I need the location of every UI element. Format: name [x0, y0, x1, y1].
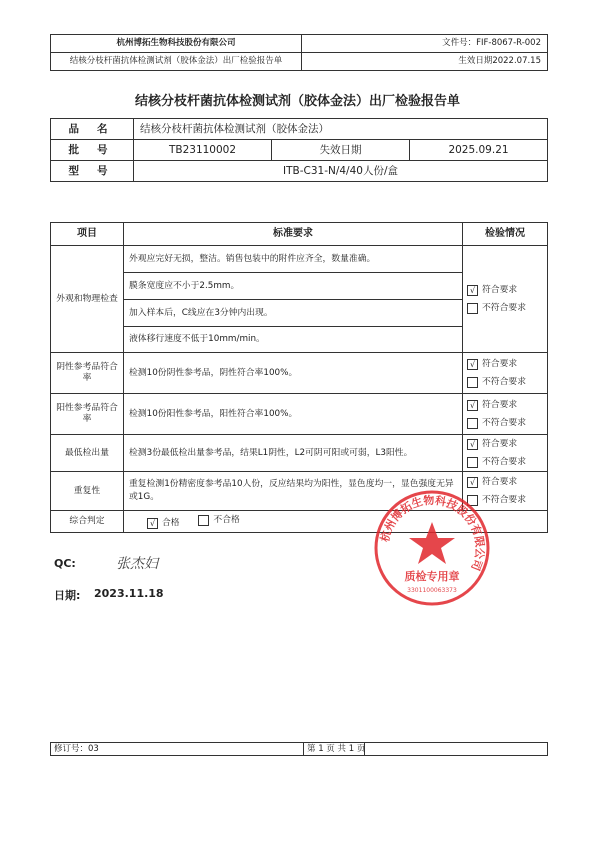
pass-label: 符合要求: [482, 358, 518, 369]
model-label: 型号: [51, 161, 134, 182]
batch-value: TB23110002: [134, 140, 272, 161]
verdict-pass-label: 合格: [162, 517, 180, 528]
fail-option[interactable]: [467, 373, 543, 391]
fail-option[interactable]: [467, 453, 543, 471]
item-detection-limit: 最低检出量: [51, 435, 124, 472]
result-cell: [463, 246, 548, 353]
fail-option[interactable]: [467, 299, 543, 317]
checkbox-checked[interactable]: √: [147, 518, 158, 529]
date-value: 2023.11.18: [94, 587, 164, 600]
document-header: [50, 34, 548, 71]
inspection-stamp: [372, 488, 492, 608]
document-number: 文件号：FIF-8067-R-002: [302, 35, 548, 53]
result-cell: [463, 435, 548, 472]
pass-label: 符合要求: [482, 476, 518, 487]
model-value: ITB-C31-N/4/40人份/盒: [134, 161, 548, 182]
checkbox-empty[interactable]: [467, 303, 478, 314]
fail-label: 不符合要求: [482, 456, 526, 467]
effective-date: 生效日期2022.07.15: [302, 53, 548, 71]
pass-option[interactable]: [467, 435, 543, 453]
pass-label: 符合要求: [482, 399, 518, 410]
pass-option[interactable]: [467, 281, 543, 299]
company-name: 杭州博拓生物科技股份有限公司: [51, 35, 302, 53]
standard-line: 检测10份阴性参考品，阴性符合率100%。: [124, 353, 463, 394]
expiry-value: 2025.09.21: [410, 140, 548, 161]
checkbox-empty[interactable]: [467, 377, 478, 388]
col-header-item: 项目: [51, 223, 124, 246]
pass-label: 符合要求: [482, 284, 518, 295]
pass-option[interactable]: [467, 396, 543, 414]
fail-label: 不符合要求: [482, 494, 526, 505]
pass-label: 符合要求: [482, 438, 518, 449]
fail-label: 不符合要求: [482, 376, 526, 387]
expiry-label: 失效日期: [272, 140, 410, 161]
col-header-result: 检验情况: [463, 223, 548, 246]
result-cell: [463, 394, 548, 435]
product-info-table: [50, 118, 548, 182]
checkbox-checked[interactable]: √: [467, 439, 478, 450]
verdict-pass-option[interactable]: [147, 514, 180, 532]
checkbox-checked[interactable]: √: [467, 400, 478, 411]
verdict-label: 综合判定: [51, 511, 124, 533]
star-icon: [409, 522, 455, 564]
batch-label: 批号: [51, 140, 134, 161]
fail-label: 不符合要求: [482, 417, 526, 428]
standard-line: 液体移行速度不低于10mm/min。: [124, 327, 463, 353]
revision-number: 修订号：03: [51, 743, 304, 756]
standard-line: 外观应完好无损，整洁。销售包装中的附件应齐全，数量准确。: [124, 246, 463, 273]
checkbox-checked[interactable]: √: [467, 285, 478, 296]
fail-label: 不符合要求: [482, 302, 526, 313]
item-positive: 阳性参考品符合率: [51, 394, 124, 435]
standard-line: 检测3份最低检出量参考品，结果L1阴性，L2可阴可阳或可弱，L3阳性。: [124, 435, 463, 472]
product-name-value: 结核分枝杆菌抗体检测试剂（胶体金法）: [134, 119, 548, 140]
item-repeatability: 重复性: [51, 472, 124, 511]
standard-line: 加入样本后，C线应在3分钟内出现。: [124, 300, 463, 327]
form-name: 结核分枝杆菌抗体检测试剂（胶体金法）出厂检验报告单: [51, 53, 302, 71]
fail-option[interactable]: [467, 414, 543, 432]
item-negative: 阴性参考品符合率: [51, 353, 124, 394]
stamp-ring-text: 杭州博拓生物科技股份有限公司: [378, 493, 487, 573]
footer-blank: [365, 743, 548, 756]
page-footer: [50, 742, 548, 756]
page-number: 第 1 页 共 1 页: [304, 743, 365, 756]
checkbox-empty[interactable]: [467, 457, 478, 468]
inspection-table: [50, 222, 548, 533]
item-appearance: 外观和物理检查: [51, 246, 124, 353]
qc-signature: 张杰妇: [116, 556, 158, 572]
col-header-standard: 标准要求: [124, 223, 463, 246]
standard-line: 膜条宽度应不小于2.5mm。: [124, 273, 463, 300]
standard-line: 重复检测1份精密度参考品10人份，反应结果均为阳性，显色度均一，显色强度无异或1G。: [124, 472, 463, 511]
verdict-fail-option[interactable]: [198, 511, 239, 529]
verdict-fail-label: 不合格: [213, 514, 240, 525]
checkbox-empty[interactable]: [198, 515, 209, 526]
pass-option[interactable]: [467, 355, 543, 373]
date-label: 日期:: [54, 589, 81, 602]
page-title: 结核分枝杆菌抗体检测试剂（胶体金法）出厂检验报告单: [134, 94, 460, 109]
checkbox-empty[interactable]: [467, 418, 478, 429]
stamp-number: 3301100063373: [407, 587, 457, 594]
result-cell: [463, 353, 548, 394]
stamp-center-text: 质检专用章: [404, 570, 460, 583]
qc-label: QC:: [54, 557, 76, 570]
product-name-label: 品名: [51, 119, 134, 140]
standard-line: 检测10份阳性参考品，阳性符合率100%。: [124, 394, 463, 435]
checkbox-checked[interactable]: √: [467, 359, 478, 370]
checkbox-checked[interactable]: √: [467, 477, 478, 488]
